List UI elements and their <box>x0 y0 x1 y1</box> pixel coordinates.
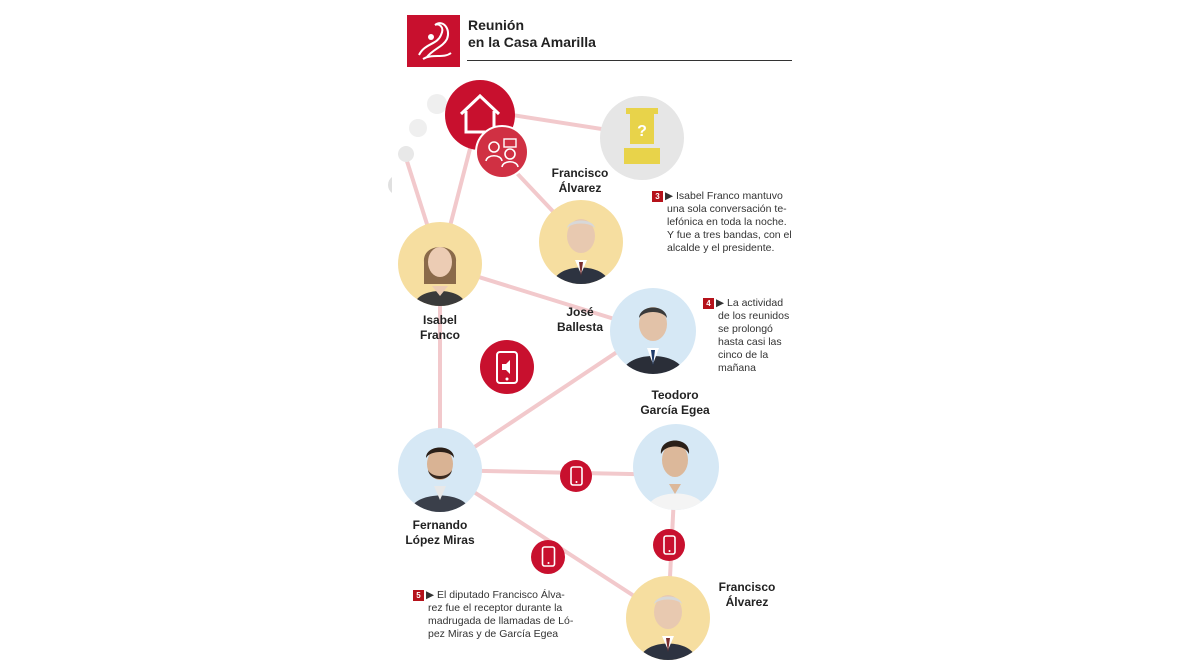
header-title-line1: Reunión <box>468 17 524 33</box>
header-title-line2: en la Casa Amarilla <box>468 34 596 50</box>
label-francisco-bottom: Francisco Álvarez <box>718 580 776 609</box>
newspaper-logo <box>407 15 460 67</box>
label-fernando-lopez-miras: Fernando López Miras <box>405 518 475 547</box>
deco-dot-4 <box>388 177 392 193</box>
person-avatar-icon <box>626 576 710 660</box>
label-isabel-franco: Isabel Franco <box>419 313 460 342</box>
portrait-francisco-alvarez-bottom <box>626 576 710 660</box>
person-avatar-icon <box>539 200 623 284</box>
person-avatar-icon <box>398 428 482 512</box>
portrait-jose-ballesta <box>610 288 696 374</box>
deco-dot-1 <box>427 94 447 114</box>
phone-node-fernando-teodoro <box>560 460 592 492</box>
note-5-badge: 5 <box>413 590 424 601</box>
header-title <box>468 17 596 51</box>
note-3: 3 ▶ Isabel Franco mantuvo una sola conversación te- lefónica en toda la noche. Y fue a tres bandas, con el alcalde y el presidente. <box>652 190 812 255</box>
note-3-badge: 3 <box>652 191 663 202</box>
person-avatar-icon <box>398 222 482 306</box>
meeting-node <box>475 125 529 179</box>
flame-logo-icon <box>407 15 460 67</box>
label-francisco-top: Francisco Álvarez <box>551 166 609 195</box>
note-4-badge: 4 <box>703 298 714 309</box>
portrait-teodoro-garcia-egea <box>633 424 719 510</box>
portrait-isabel-franco <box>398 222 482 306</box>
phone-icon <box>531 540 565 574</box>
question-mark-text: ? <box>637 123 647 140</box>
label-teodoro-garcia-egea: Teodoro García Egea <box>640 388 710 417</box>
person-avatar-icon <box>633 424 719 510</box>
phone-node-fernando-francisco <box>531 540 565 574</box>
portrait-fernando-lopez-miras <box>398 428 482 512</box>
person-avatar-icon <box>610 288 696 374</box>
label-jose-ballesta: José Ballesta <box>556 305 604 334</box>
meeting-people-icon <box>477 127 527 177</box>
phone-icon <box>653 529 685 561</box>
note-5: 5 ▶ El diputado Francisco Álva- rez fue el receptor durante la madrugada de llamadas de Ló- pez Miras y de García Egea <box>413 589 603 641</box>
deco-dot-3 <box>398 146 414 162</box>
phone-speaker-icon <box>480 340 534 394</box>
portrait-francisco-alvarez-top <box>539 200 623 284</box>
phone-icon <box>560 460 592 492</box>
phone-node-teodoro-francisco <box>653 529 685 561</box>
phone-call-node <box>480 340 534 394</box>
note-4: 4 ▶ La actividad de los reunidos se prolongó hasta casi las cinco de la mañana <box>703 297 813 375</box>
header-rule <box>467 60 792 61</box>
deco-dot-2 <box>409 119 427 137</box>
